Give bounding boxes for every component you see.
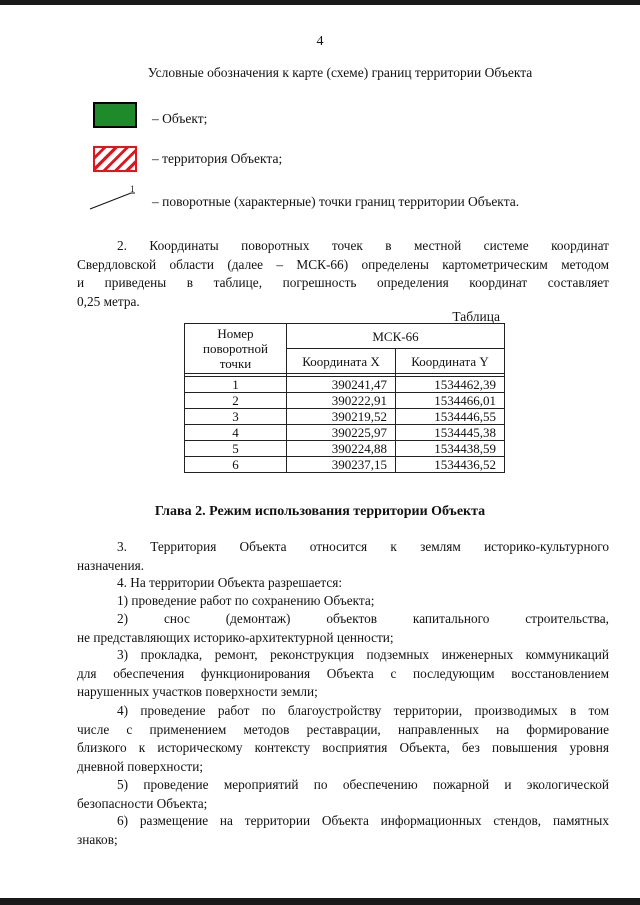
list-item: 3) прокладка, ремонт, реконструкция подземных инженерных коммуникаций для обеспечения функционирования Объекта с последующим восстановлением нарушенных участков поверхности земли;	[77, 647, 609, 699]
legend-territory-label: – территория Объекта;	[152, 151, 283, 166]
list-item: 4) проведение работ по благоустройству территории, производимых в том числе с применением методов реставрации, направленных на формирование близкого к историческому контексту восприятия Объекта, без повышения уровня дневной поверхности;	[77, 703, 609, 774]
scan-top-edge	[0, 0, 640, 5]
legend-title: Условные обозначения к карте (схеме) границ территории Объекта	[147, 65, 533, 80]
chapter-title: Глава 2. Режим использования территории Объекта	[154, 504, 486, 519]
table-row: 2 390222,91 1534466,01	[185, 393, 505, 409]
paragraph-3: 3. Территория Объекта относится к землям историко-культурного назначения.	[77, 539, 609, 573]
header-point-number: Номер поворотной точки	[185, 324, 287, 374]
table-row: 4 390225,97 1534445,38	[185, 425, 505, 441]
header-x: Координата X	[287, 349, 396, 374]
legend-territory-swatch	[93, 146, 137, 172]
legend-point-label: – поворотные (характерные) точки границ территории Объекта.	[152, 194, 520, 209]
header-system: МСК-66	[287, 324, 505, 349]
legend-object-swatch	[93, 102, 137, 128]
table-row: 5 390224,88 1534438,59	[185, 441, 505, 457]
list-item: 1) проведение работ по сохранению Объекта;	[117, 593, 375, 608]
table-row: 6 390237,15 1534436,52	[185, 457, 505, 473]
paragraph-4: 4. На территории Объекта разрешается:	[117, 575, 343, 590]
page-number: 4	[316, 34, 324, 49]
table-caption: Таблица	[452, 309, 500, 324]
list-item: 2) снос (демонтаж) объектов капитального строительства, не представляющих историко-архитектурной ценности;	[77, 611, 609, 645]
paragraph-2: 2. Координаты поворотных точек в местной системе координат Свердловской области (далее – МСК-66) определены картометрическим методом и приведены в таблице, погрешность определения координат составляет 0,25 метра.	[77, 238, 609, 309]
list-item: 6) размещение на территории Объекта информационных стендов, памятных знаков;	[77, 813, 609, 847]
legend-object-label: – Объект;	[152, 111, 208, 126]
header-y: Координата Y	[396, 349, 505, 374]
table-row: 3 390219,52 1534446,55	[185, 409, 505, 425]
list-item: 5) проведение мероприятий по обеспечению пожарной и экологической безопасности Объекта;	[77, 777, 609, 811]
table-row: 1 390241,47 1534462,39	[185, 377, 505, 393]
coordinates-table	[184, 323, 505, 473]
turning-point-marker-icon	[88, 183, 138, 213]
turning-point-marker-label: 1	[130, 184, 135, 194]
scan-bottom-edge	[0, 898, 640, 905]
